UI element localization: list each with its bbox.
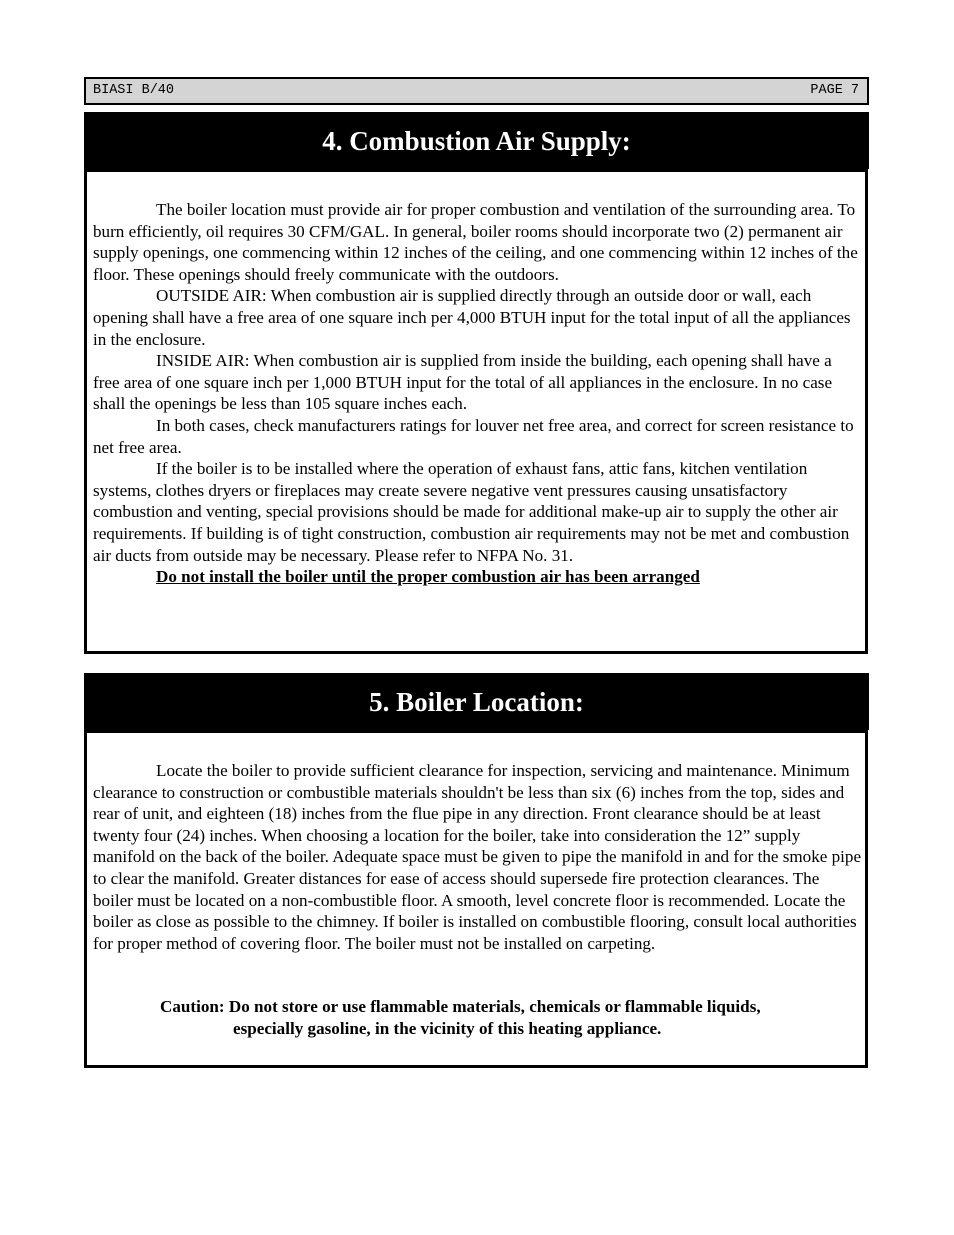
combustion-air-warning: Do not install the boiler until the proper combustion air has been arranged — [156, 567, 700, 587]
page-number: PAGE 7 — [810, 83, 859, 98]
caution-notice — [87, 996, 865, 1040]
section-4-title: 4. Combustion Air Supply: — [84, 112, 869, 169]
running-header — [84, 77, 869, 105]
exhaust-fans-paragraph: If the boiler is to be installed where the operation of exhaust fans, attic fans, kitchen ventilation systems, clothes dryers or fireplaces may create severe negative vent pressures causing unsatisfactory combustion and venting, special provisions should be made for additional make-up air to supply the other air requirements. If building is of tight construction, combustion air requirements may not be met and combustion air ducts from outside may be necessary. Please refer to NFPA No. 31. — [93, 459, 850, 565]
section-5-title: 5. Boiler Location: — [84, 673, 869, 730]
boiler-location-paragraph: Locate the boiler to provide sufficient clearance for inspection, servicing and maintenance. Minimum clearance to construction or combustible materials shouldn't be less than six (6) inches from the top, sides and rear of unit, and eighteen (18) inches from the flue pipe in any direction. Front clearance should be at least twenty four (24) inches. When choosing a location for the boiler, take into consideration the 12” supply manifold on the back of the boiler. Adequate space must be given to pipe the manifold in and for the smoke pipe to clear the manifold. Greater distances for ease of access should supersede fire protection clearances. The boiler must be located on a non-combustible floor. A smooth, level concrete floor is recommended. Locate the boiler as close as possible to the chimney. If boiler is installed on combustible flooring, consult local authorities for proper method of covering floor. The boiler must not be installed on carpeting. — [93, 761, 862, 953]
inside-air-paragraph: INSIDE AIR: When combustion air is supplied from inside the building, each opening shall have a free area of one square inch per 1,000 BTUH input for the total of all appliances in the enclosure. In no case shall the openings be less than 105 square inches each. — [93, 351, 833, 414]
louver-ratings-paragraph: In both cases, check manufacturers ratings for louver net free area, and correct for screen resistance to net free area. — [93, 415, 854, 457]
document-id: BIASI B/40 — [93, 83, 175, 98]
outside-air-paragraph: OUTSIDE AIR: When combustion air is supplied directly through an outside door or wall, each opening shall have a free area of one square inch per 4,000 BTUH input for the total input of all the appliances in the enclosure. — [93, 286, 851, 349]
caution-line-2: especially gasoline, in the vicinity of this heating appliance. — [233, 1019, 662, 1038]
section-4-body — [84, 169, 868, 654]
section-5-body — [84, 730, 868, 1068]
combustion-air-intro-paragraph: The boiler location must provide air for proper combustion and ventilation of the surrounding area. To burn efficiently, oil requires 30 CFM/GAL. In general, boiler rooms should incorporate two (2) permanent air supply openings, one commencing within 12 inches of the ceiling, and one commencing within 12 inches of the floor. These openings should freely communicate with the outdoors. — [93, 200, 858, 284]
caution-line-1: Caution: Do not store or use flammable materials, chemicals or flammable liquids, — [160, 997, 761, 1016]
